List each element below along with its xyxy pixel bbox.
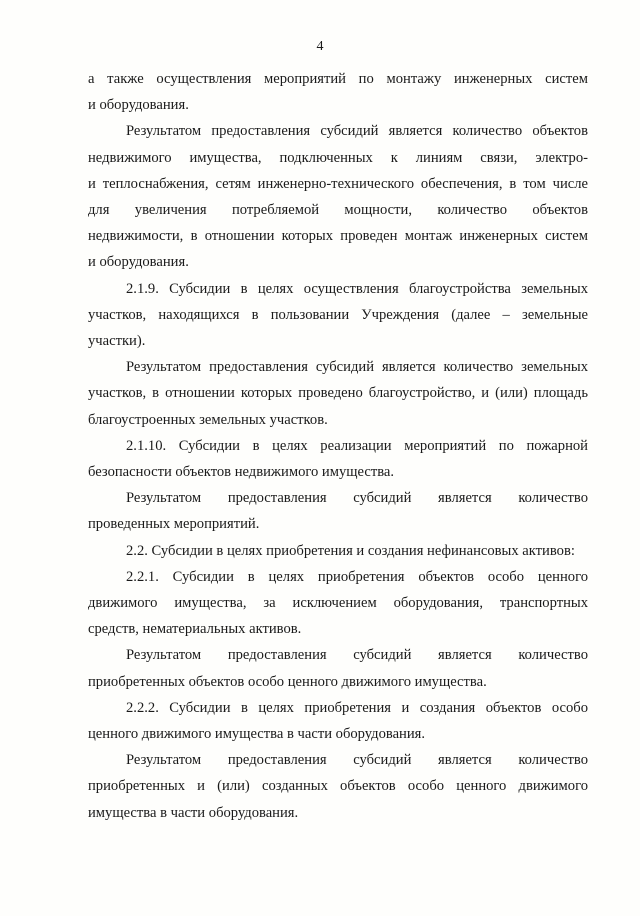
paragraph [88, 433, 588, 485]
paragraph-line: Результатом предоставления субсидий является количество [126, 647, 588, 664]
paragraph-line: ценного движимого имущества в части оборудования. [88, 726, 426, 743]
paragraph-line: участков, в отношении которых проведено благоустройство, и (или) площадь [88, 385, 588, 402]
paragraph-line: 2.1.10. Субсидии в целях реализации мероприятий по пожарной [126, 437, 588, 454]
paragraph-line: Результатом предоставления субсидий является количество [126, 490, 588, 507]
paragraph-line: и оборудования. [88, 97, 189, 114]
paragraph-line: средств, нематериальных активов. [88, 621, 302, 638]
paragraph-line: и теплоснабжения, сетям инженерно-технического обеспечения, в том числе [88, 175, 588, 192]
paragraph-line: приобретенных объектов особо ценного движимого имущества. [88, 673, 487, 690]
paragraph-line: движимого имущества, за исключением оборудования, транспортных [88, 595, 588, 612]
paragraph-line: 2.2.2. Субсидии в целях приобретения и создания объектов особо [126, 699, 588, 716]
paragraph-line: а также осуществления мероприятий по монтажу инженерных систем [88, 71, 588, 87]
paragraph-line: Результатом предоставления субсидий является количество объектов [126, 123, 588, 140]
paragraph-line: участки). [88, 333, 146, 350]
paragraph-line: и оборудования. [88, 254, 189, 271]
page-number: 4 [316, 39, 324, 54]
paragraph [88, 747, 588, 826]
paragraph-line: проведенных мероприятий. [88, 516, 260, 533]
paragraph-line: для увеличения потребляемой мощности, количество объектов [88, 202, 588, 219]
paragraph-line: недвижимости, в отношении которых проведен монтаж инженерных систем [88, 228, 588, 245]
paragraph-line: приобретенных и (или) созданных объектов особо ценного движимого [88, 778, 588, 795]
paragraph-line: 2.1.9. Субсидии в целях осуществления благоустройства земельных [126, 280, 588, 297]
paragraph [88, 485, 588, 537]
paragraph [88, 695, 588, 747]
paragraph-line: Результатом предоставления субсидий является количество земельных [126, 359, 588, 376]
paragraph [88, 642, 588, 694]
paragraph-line: безопасности объектов недвижимого имущества. [88, 464, 395, 481]
paragraph-line: участков, находящихся в пользовании Учреждения (далее – земельные [88, 306, 588, 323]
paragraph-line: благоустроенных земельных участков. [88, 411, 328, 428]
paragraph [88, 118, 588, 275]
paragraph [88, 66, 588, 118]
paragraph-line: имущества в части оборудования. [88, 804, 299, 821]
paragraph-line: недвижимого имущества, подключенных к линиям связи, электро- [88, 149, 588, 166]
paragraph [88, 276, 588, 355]
paragraph [88, 564, 588, 643]
paragraph [88, 538, 588, 564]
paragraph-line: Результатом предоставления субсидий является количество [126, 752, 588, 769]
paragraph-line: 2.2.1. Субсидии в целях приобретения объектов особо ценного [126, 568, 588, 585]
document-body [88, 66, 588, 826]
paragraph-line: 2.2. Субсидии в целях приобретения и создания нефинансовых активов: [126, 542, 575, 559]
paragraph [88, 354, 588, 433]
